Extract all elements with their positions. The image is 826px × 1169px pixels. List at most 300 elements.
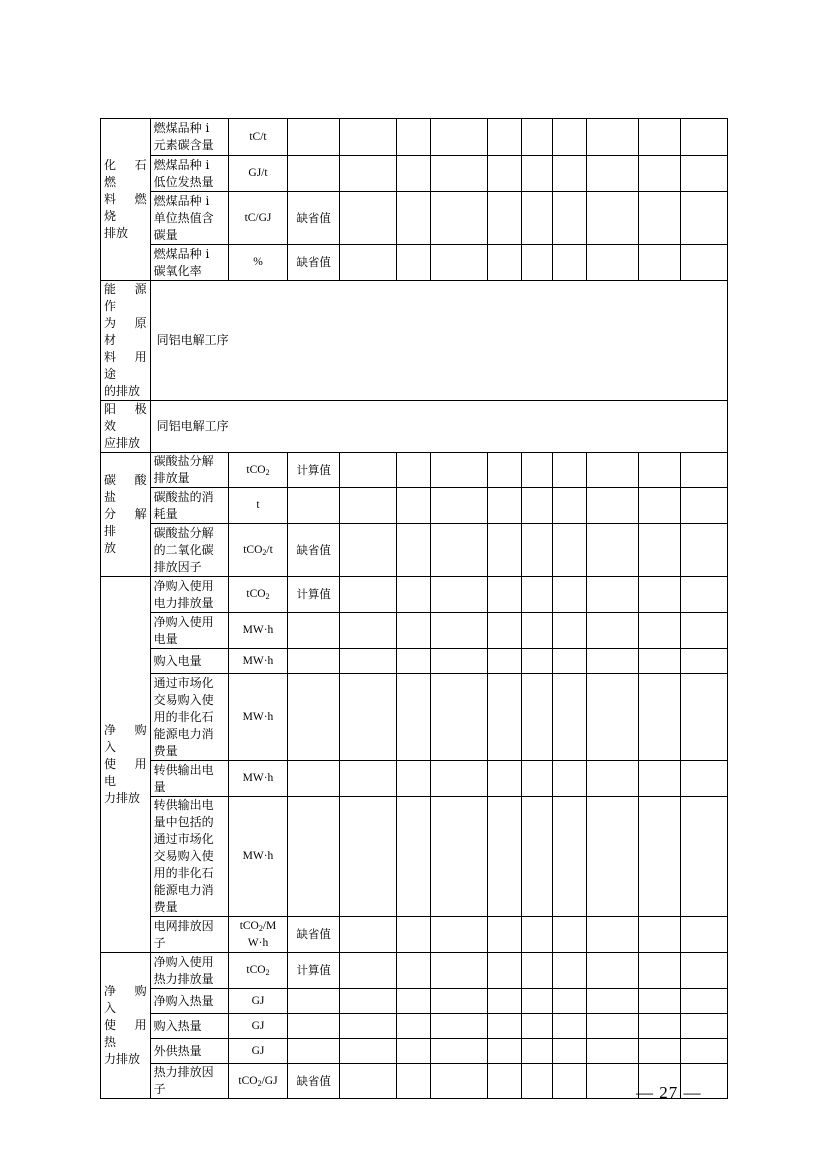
empty-data-cell <box>638 1014 681 1039</box>
empty-data-cell <box>396 1014 430 1039</box>
empty-data-cell <box>522 1039 552 1064</box>
empty-data-cell <box>552 577 586 613</box>
table-row <box>101 613 728 649</box>
empty-data-cell <box>552 453 586 488</box>
empty-data-cell <box>396 524 430 577</box>
empty-data-cell <box>340 917 397 953</box>
empty-data-cell <box>487 577 521 613</box>
item-cell <box>150 1014 228 1039</box>
item-label-line: 交易购入使 <box>153 692 214 707</box>
source-cell <box>288 989 340 1014</box>
empty-data-cell <box>587 1064 639 1099</box>
empty-data-cell <box>552 119 586 156</box>
unit-cell <box>228 989 288 1014</box>
empty-data-cell <box>487 245 521 281</box>
empty-data-cell <box>552 1039 586 1064</box>
merged-note-cell: 同铝电解工序 <box>150 281 727 401</box>
empty-data-cell <box>487 192 521 245</box>
category-label-line: 应排放 <box>104 436 141 450</box>
empty-data-cell <box>587 488 639 524</box>
item-label-line: 低位发热量 <box>153 174 214 189</box>
table-row <box>101 192 728 245</box>
unit-subscript: 2 <box>257 1078 262 1088</box>
empty-data-cell <box>552 649 586 674</box>
item-label-line: 转供输出电 <box>153 762 214 777</box>
unit-cell <box>228 953 288 989</box>
unit-cell <box>228 524 288 577</box>
item-cell <box>150 917 228 953</box>
item-cell <box>150 577 228 613</box>
empty-data-cell <box>396 453 430 488</box>
unit-tail: /t <box>266 543 273 556</box>
empty-data-cell <box>681 649 728 674</box>
empty-data-cell <box>396 649 430 674</box>
unit-main: GJ <box>251 994 265 1007</box>
category-label-line: 阳 极 效 <box>104 402 147 433</box>
item-cell <box>150 524 228 577</box>
table-row <box>101 674 728 761</box>
empty-data-cell <box>522 488 552 524</box>
empty-data-cell <box>487 1014 521 1039</box>
empty-data-cell <box>638 953 681 989</box>
table-row <box>101 989 728 1014</box>
empty-data-cell <box>552 613 586 649</box>
item-cell <box>150 613 228 649</box>
unit-cell <box>228 1014 288 1039</box>
category-cell-electricity <box>101 577 151 953</box>
empty-data-cell <box>638 797 681 917</box>
empty-data-cell <box>552 488 586 524</box>
empty-data-cell <box>396 674 430 761</box>
empty-data-cell <box>638 613 681 649</box>
table-row <box>101 453 728 488</box>
source-cell <box>288 674 340 761</box>
empty-data-cell <box>487 953 521 989</box>
item-cell <box>150 797 228 917</box>
empty-data-cell <box>522 1014 552 1039</box>
source-cell: 缺省值 <box>288 1064 340 1099</box>
source-cell: 缺省值 <box>288 524 340 577</box>
empty-data-cell <box>431 156 488 192</box>
empty-data-cell <box>487 797 521 917</box>
empty-data-cell <box>552 674 586 761</box>
item-label-line: 电网排放因 <box>153 918 214 933</box>
empty-data-cell <box>522 156 552 192</box>
item-cell <box>150 989 228 1014</box>
item-cell <box>150 761 228 797</box>
empty-data-cell <box>487 989 521 1014</box>
table-row <box>101 649 728 674</box>
source-cell: 计算值 <box>288 953 340 989</box>
item-label-line: 转供输出电 <box>153 798 214 812</box>
empty-data-cell <box>396 119 430 156</box>
item-label-line: 能源电力消 <box>153 726 214 741</box>
empty-data-cell <box>522 613 552 649</box>
empty-data-cell <box>587 989 639 1014</box>
empty-data-cell <box>340 453 397 488</box>
empty-data-cell <box>431 577 488 613</box>
empty-data-cell <box>638 488 681 524</box>
empty-data-cell <box>587 649 639 674</box>
category-cell-fossil <box>101 119 151 281</box>
empty-data-cell <box>681 761 728 797</box>
empty-data-cell <box>522 917 552 953</box>
empty-data-cell <box>681 119 728 156</box>
empty-data-cell <box>587 577 639 613</box>
empty-data-cell <box>340 649 397 674</box>
table-row <box>101 1064 728 1099</box>
category-label-line: 料 燃 烧 <box>104 192 147 223</box>
empty-data-cell <box>522 119 552 156</box>
empty-data-cell <box>487 524 521 577</box>
category-label-line: 化 石 燃 <box>104 158 147 189</box>
unit-main: tCO <box>239 919 259 932</box>
item-cell <box>150 119 228 156</box>
empty-data-cell <box>431 797 488 917</box>
item-label-line: 电力排放量 <box>153 595 214 610</box>
empty-data-cell <box>396 488 430 524</box>
empty-data-cell <box>487 453 521 488</box>
empty-data-cell <box>340 1039 397 1064</box>
empty-data-cell <box>522 577 552 613</box>
unit-main: tCO <box>238 1074 258 1087</box>
empty-data-cell <box>587 1014 639 1039</box>
empty-data-cell <box>681 192 728 245</box>
category-label-line: 能 源 作 <box>104 282 147 313</box>
empty-data-cell <box>552 797 586 917</box>
unit-main: tCO <box>246 588 266 600</box>
item-cell <box>150 453 228 488</box>
empty-data-cell <box>587 524 639 577</box>
unit-subscript: 2 <box>265 467 270 477</box>
source-cell <box>288 613 340 649</box>
item-label-line: 排放因子 <box>153 559 202 574</box>
category-label-line: 排放 <box>104 226 129 240</box>
source-cell: 缺省值 <box>288 192 340 245</box>
table-row <box>101 797 728 917</box>
empty-data-cell <box>431 917 488 953</box>
empty-data-cell <box>522 989 552 1014</box>
source-cell <box>288 1039 340 1064</box>
item-label-line: 净购入热量 <box>153 993 214 1008</box>
empty-data-cell <box>681 674 728 761</box>
source-cell: 计算值 <box>288 453 340 488</box>
category-label-line: 分 解 排 <box>104 507 147 538</box>
empty-data-cell <box>396 192 430 245</box>
unit-cell <box>228 674 288 761</box>
table-row <box>101 156 728 192</box>
unit-tail: /GJ <box>261 1074 278 1087</box>
empty-data-cell <box>431 1039 488 1064</box>
item-label-line: 用的非化石 <box>153 709 214 724</box>
empty-data-cell <box>681 245 728 281</box>
empty-data-cell <box>638 156 681 192</box>
empty-data-cell <box>487 613 521 649</box>
unit-main: GJ <box>251 1044 265 1057</box>
empty-data-cell <box>522 674 552 761</box>
empty-data-cell <box>681 524 728 577</box>
empty-data-cell <box>396 989 430 1014</box>
item-label-line: 电量 <box>153 631 178 646</box>
empty-data-cell <box>340 524 397 577</box>
empty-data-cell <box>587 761 639 797</box>
item-label-line: 净购入使用 <box>153 614 214 629</box>
item-label-line: 购入电量 <box>153 653 202 668</box>
item-label-line: 能源电力消 <box>153 883 214 897</box>
source-cell: 缺省值 <box>288 245 340 281</box>
empty-data-cell <box>552 1014 586 1039</box>
empty-data-cell <box>340 761 397 797</box>
empty-data-cell <box>396 953 430 989</box>
category-label-line: 净 购 入 <box>104 723 147 754</box>
empty-data-cell <box>431 674 488 761</box>
empty-data-cell <box>522 1064 552 1099</box>
empty-data-cell <box>522 245 552 281</box>
unit-main: MW·h <box>242 624 274 636</box>
source-cell: 计算值 <box>288 577 340 613</box>
item-label-line: 购入热量 <box>153 1018 202 1033</box>
empty-data-cell <box>396 245 430 281</box>
item-label-line: 费量 <box>153 743 178 758</box>
item-label-line: 量中包括的 <box>153 815 214 829</box>
category-label-line: 放 <box>104 541 117 555</box>
item-label-line: 子 <box>153 1082 166 1096</box>
empty-data-cell <box>396 1039 430 1064</box>
empty-data-cell <box>681 989 728 1014</box>
item-label-line: 碳酸盐分解 <box>153 454 214 468</box>
table-body <box>101 119 728 1099</box>
empty-data-cell <box>340 156 397 192</box>
source-cell <box>288 649 340 674</box>
empty-data-cell <box>340 674 397 761</box>
unit-label: tC/t <box>249 130 267 143</box>
empty-data-cell <box>431 524 488 577</box>
table-row <box>101 245 728 281</box>
empty-data-cell <box>552 761 586 797</box>
unit-tail: /M <box>262 919 277 932</box>
table-row <box>101 281 728 401</box>
empty-data-cell <box>340 488 397 524</box>
empty-data-cell <box>340 989 397 1014</box>
item-label-line: 碳量 <box>153 227 178 242</box>
empty-data-cell <box>681 613 728 649</box>
item-cell <box>150 245 228 281</box>
unit-cell <box>228 649 288 674</box>
empty-data-cell <box>340 245 397 281</box>
merged-note-cell: 同铝电解工序 <box>150 401 727 453</box>
empty-data-cell <box>638 917 681 953</box>
unit-cell <box>228 192 288 245</box>
emissions-parameter-table <box>100 118 728 1099</box>
unit-cell <box>228 488 288 524</box>
table-row <box>101 761 728 797</box>
empty-data-cell <box>638 577 681 613</box>
category-label-line: 力排放 <box>104 1052 141 1066</box>
empty-data-cell <box>587 674 639 761</box>
empty-data-cell <box>587 245 639 281</box>
item-label-line: 费量 <box>153 900 178 914</box>
empty-data-cell <box>340 192 397 245</box>
empty-data-cell <box>552 1064 586 1099</box>
unit-label: % <box>253 256 263 268</box>
empty-data-cell <box>681 488 728 524</box>
empty-data-cell <box>396 1064 430 1099</box>
empty-data-cell <box>681 1014 728 1039</box>
empty-data-cell <box>681 797 728 917</box>
unit-subscript: 2 <box>265 592 270 601</box>
source-cell <box>288 488 340 524</box>
empty-data-cell <box>681 1039 728 1064</box>
empty-data-cell <box>587 119 639 156</box>
item-cell <box>150 674 228 761</box>
empty-data-cell <box>552 245 586 281</box>
empty-data-cell <box>638 192 681 245</box>
category-label-line: 使 用 热 <box>104 1018 147 1049</box>
empty-data-cell <box>431 761 488 797</box>
unit-cell <box>228 917 288 953</box>
empty-data-cell <box>487 1039 521 1064</box>
empty-data-cell <box>522 797 552 917</box>
empty-data-cell <box>681 953 728 989</box>
item-label-line: 净购入使用 <box>153 954 214 969</box>
empty-data-cell <box>431 953 488 989</box>
item-label-line: 热力排放量 <box>153 971 214 986</box>
empty-data-cell <box>552 156 586 192</box>
empty-data-cell <box>638 524 681 577</box>
item-cell <box>150 1039 228 1064</box>
empty-data-cell <box>487 156 521 192</box>
table-row <box>101 524 728 577</box>
item-label-line: 燃煤品种 i <box>153 193 210 208</box>
source-cell <box>288 1014 340 1039</box>
empty-data-cell <box>638 674 681 761</box>
empty-data-cell <box>487 119 521 156</box>
empty-data-cell <box>638 989 681 1014</box>
unit-cell <box>228 1039 288 1064</box>
unit-main: MW·h <box>242 850 274 862</box>
unit-main: tCO <box>243 543 263 556</box>
table-row <box>101 953 728 989</box>
empty-data-cell <box>522 524 552 577</box>
item-cell <box>150 649 228 674</box>
empty-data-cell <box>487 1064 521 1099</box>
source-cell: 缺省值 <box>288 917 340 953</box>
table-row <box>101 1039 728 1064</box>
source-cell <box>288 119 340 156</box>
item-cell <box>150 1064 228 1099</box>
empty-data-cell <box>396 797 430 917</box>
unit-cell <box>228 797 288 917</box>
unit-label: tC/GJ <box>244 211 272 224</box>
empty-data-cell <box>552 953 586 989</box>
empty-data-cell <box>587 953 639 989</box>
category-label-line: 力排放 <box>104 791 141 805</box>
unit-label: GJ/t <box>248 167 268 179</box>
empty-data-cell <box>431 649 488 674</box>
empty-data-cell <box>431 1014 488 1039</box>
empty-data-cell <box>552 192 586 245</box>
empty-data-cell <box>522 192 552 245</box>
source-cell <box>288 797 340 917</box>
category-cell-raw <box>101 281 151 401</box>
unit-cell <box>228 761 288 797</box>
item-cell <box>150 192 228 245</box>
empty-data-cell <box>396 761 430 797</box>
source-cell <box>288 761 340 797</box>
item-label-line: 用的非化石 <box>153 866 214 880</box>
empty-data-cell <box>681 577 728 613</box>
empty-data-cell <box>638 649 681 674</box>
empty-data-cell <box>431 613 488 649</box>
empty-data-cell <box>587 613 639 649</box>
empty-data-cell <box>587 1039 639 1064</box>
unit-main: GJ <box>251 1019 265 1032</box>
item-label-line: 量 <box>153 779 166 794</box>
item-label-line: 净购入使用 <box>153 578 214 593</box>
unit-line2: W·h <box>247 936 269 949</box>
item-label-line: 燃煤品种 i <box>153 121 210 135</box>
empty-data-cell <box>522 649 552 674</box>
empty-data-cell <box>340 953 397 989</box>
category-label-line: 的排放 <box>104 384 141 398</box>
unit-subscript: 2 <box>258 923 263 933</box>
unit-subscript: 2 <box>265 968 270 977</box>
table-row <box>101 401 728 453</box>
empty-data-cell <box>487 488 521 524</box>
empty-data-cell <box>487 674 521 761</box>
unit-main: tCO <box>246 463 266 476</box>
empty-data-cell <box>638 245 681 281</box>
empty-data-cell <box>340 1014 397 1039</box>
empty-data-cell <box>340 119 397 156</box>
item-label-line: 外供热量 <box>153 1043 202 1058</box>
unit-cell <box>228 156 288 192</box>
table-row <box>101 917 728 953</box>
category-label-line: 料 用 途 <box>104 350 147 381</box>
category-cell-carbonate <box>101 453 151 577</box>
empty-data-cell <box>431 453 488 488</box>
unit-main: MW·h <box>242 710 274 723</box>
empty-data-cell <box>431 488 488 524</box>
empty-data-cell <box>522 453 552 488</box>
item-label-line: 碳酸盐分解 <box>153 525 214 540</box>
unit-subscript: 2 <box>262 547 267 557</box>
item-label-line: 元素碳含量 <box>153 138 214 152</box>
empty-data-cell <box>638 119 681 156</box>
empty-data-cell <box>396 917 430 953</box>
table-row <box>101 119 728 156</box>
item-label-line: 耗量 <box>153 506 178 521</box>
item-label-line: 碳酸盐的消 <box>153 489 214 504</box>
empty-data-cell <box>431 119 488 156</box>
unit-cell <box>228 577 288 613</box>
unit-cell <box>228 119 288 156</box>
empty-data-cell <box>522 761 552 797</box>
unit-cell <box>228 245 288 281</box>
table-row <box>101 1014 728 1039</box>
empty-data-cell <box>431 989 488 1014</box>
empty-data-cell <box>396 577 430 613</box>
item-cell <box>150 953 228 989</box>
category-label-line: 为 原 材 <box>104 316 147 347</box>
item-label-line: 的二氧化碳 <box>153 542 214 557</box>
empty-data-cell <box>396 156 430 192</box>
item-label-line: 交易购入使 <box>153 849 214 863</box>
source-cell <box>288 156 340 192</box>
empty-data-cell <box>487 761 521 797</box>
empty-data-cell <box>681 917 728 953</box>
item-label-line: 热力排放因 <box>153 1065 214 1079</box>
